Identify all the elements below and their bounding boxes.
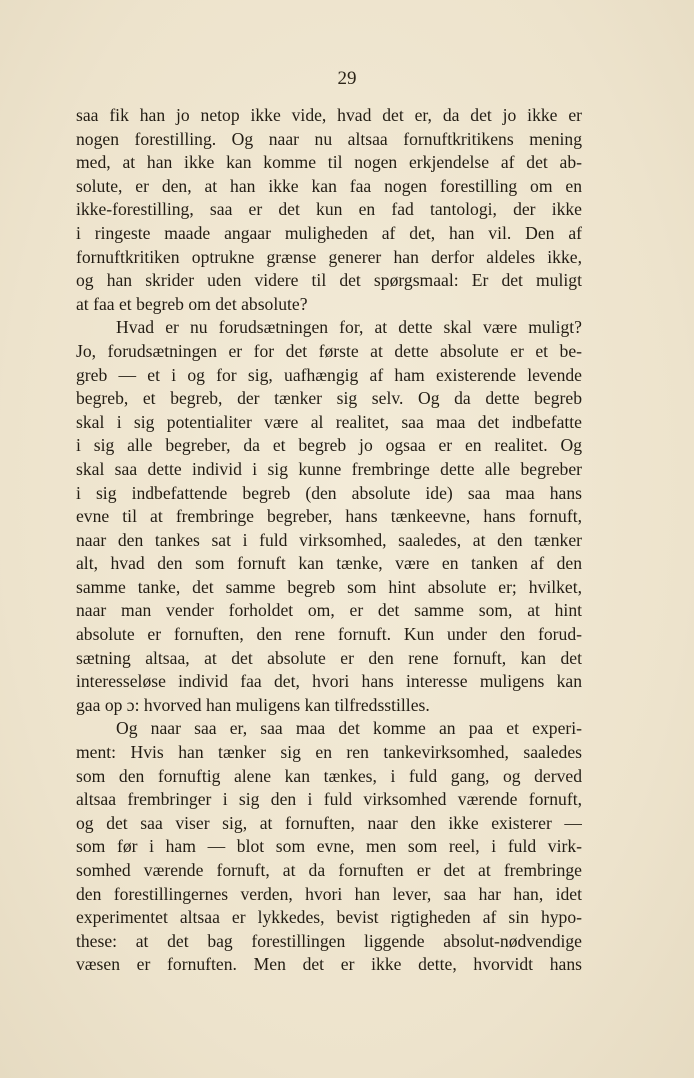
text-line: og det saa viser sig, at fornuften, naar den ikke existerer — xyxy=(76,812,582,833)
text-line: skal i sig potentialiter være al realitet, saa maa det indbefatte xyxy=(76,411,582,432)
text-line: skal saa dette individ i sig kunne frembringe dette alle begreber xyxy=(76,458,582,479)
text-line: naar man vender forholdet om, er det samme som, at hint xyxy=(76,600,582,621)
text-line: sætning altsaa, at det absolute er den rene fornuft, kan det xyxy=(76,647,582,668)
text-line: Jo, forudsætningen er for det første at dette absolute er et be- xyxy=(76,340,582,361)
text-line: experimentet altsaa er lykkedes, bevist rigtigheden af sin hypo- xyxy=(76,907,582,928)
text-line: at faa et begreb om det absolute? xyxy=(76,293,308,314)
text-line: i ringeste maade angaar muligheden af det, han vil. Den af xyxy=(76,222,582,243)
text-line: samme tanke, det samme begreb som hint absolute er; hvilket, xyxy=(76,576,582,597)
text-line: saa fik han jo netop ikke vide, hvad det er, da det jo ikke er xyxy=(76,105,582,125)
text-line: naar den tankes sat i fuld virksomhed, saaledes, at den tænker xyxy=(76,529,582,550)
text-line: somhed værende fornuft, at da fornuften er det at frembringe xyxy=(76,860,582,880)
page-number: 29 xyxy=(337,68,357,89)
text-line: gaa op ɔ: hvorved han muligens kan tilfredsstilles. xyxy=(76,694,430,715)
text-line: med, at han ikke kan komme til nogen erkjendelse af det ab- xyxy=(76,152,582,173)
text-line: these: at det bag forestillingen liggende absolut-nødvendige xyxy=(76,930,582,951)
text-line: interesseløse individ faa det, hvori hans interesse muligens kan xyxy=(76,671,582,692)
text-line: absolute er fornuften, den rene fornuft. Kun under den forud- xyxy=(76,624,582,645)
text-line: ment: Hvis han tænker sig en ren tankevirksomhed, saaledes xyxy=(76,742,582,763)
text-line: ikke-forestilling, saa er det kun en fad tantologi, der ikke xyxy=(76,199,582,220)
text-line: evne til at frembringe begreber, hans tænkeevne, hans fornuft, xyxy=(76,506,582,527)
text-line: alt, hvad den som fornuft kan tænke, være en tanken af den xyxy=(76,553,582,574)
text-line: den forestillingernes verden, hvori han lever, saa har han, idet xyxy=(76,883,582,904)
text-line: solute, er den, at han ikke kan faa nogen forestilling om en xyxy=(76,175,582,196)
body-text xyxy=(76,104,582,977)
text-line: som før i ham — blot som evne, men som reel, i fuld virk- xyxy=(76,836,582,857)
text-line: greb — et i og for sig, uafhængig af ham existerende levende xyxy=(76,364,582,385)
text-line: i sig indbefattende begreb (den absolute ide) saa maa hans xyxy=(76,482,582,503)
text-line: begreb, et begreb, der tænker sig selv. Og da dette begreb xyxy=(76,388,582,409)
text-line: fornuftkritiken optrukne grænse generer han derfor aldeles ikke, xyxy=(76,246,582,267)
text-line: væsen er fornuften. Men det er ikke dette, hvorvidt hans xyxy=(76,954,582,975)
text-line: Og naar saa er, saa maa det komme an paa et experi- xyxy=(116,718,582,739)
text-line: Hvad er nu forudsætningen for, at dette skal være muligt? xyxy=(116,317,582,338)
text-line: nogen forestilling. Og naar nu altsaa fornuftkritikens mening xyxy=(76,128,582,149)
text-line: og han skrider uden videre til det spørgsmaal: Er det muligt xyxy=(76,270,582,291)
text-line: i sig alle begreber, da et begreb jo ogsaa er en realitet. Og xyxy=(76,435,582,456)
text-line: altsaa frembringer i sig den i fuld virksomhed værende fornuft, xyxy=(76,789,582,810)
text-line: som den fornuftig alene kan tænkes, i fuld gang, og derved xyxy=(76,765,582,786)
